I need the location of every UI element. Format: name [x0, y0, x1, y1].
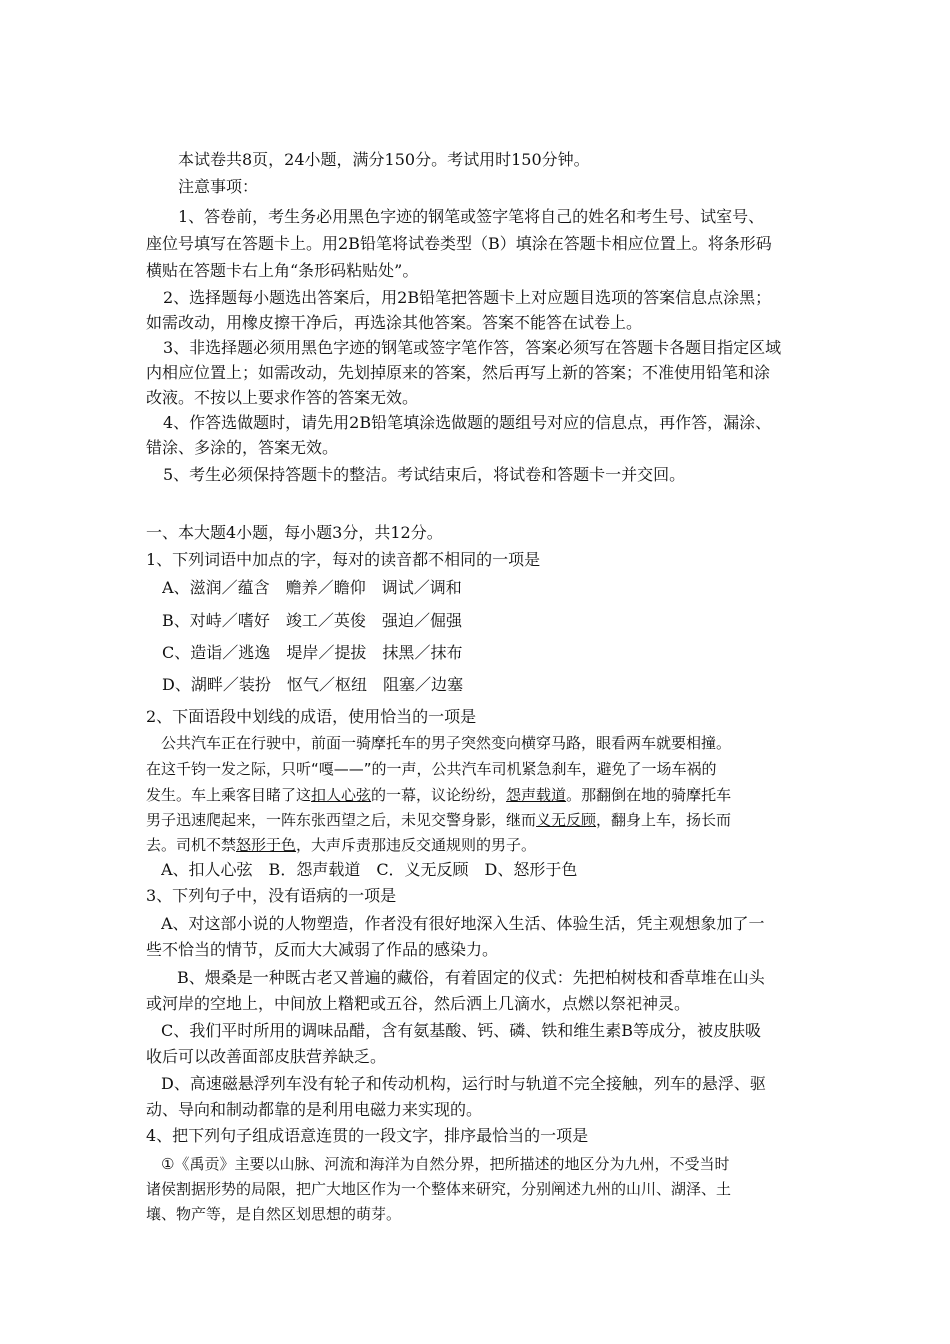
notice-item-3-cont: 内相应位置上；如需改动，先划掉原来的答案，然后再写上新的答案；不准使用铅笔和涂 — [146, 363, 771, 382]
option-label: C、 — [162, 643, 191, 662]
notice-item-1: 1、答卷前，考生务必用黑色字迹的钢笔或签字笔将自己的姓名和考生号、试室号、 — [178, 207, 765, 226]
question-4-stem: 4、把下列句子组成语意连贯的一段文字，排序最恰当的一项是 — [146, 1126, 589, 1145]
question-2-options: A、扣人心弦 B．怨声载道 C．义无反顾 D、怒形于色 — [161, 860, 578, 879]
question-3-option-d: D、高速磁悬浮列车没有轮子和传动机构，运行时与轨道不完全接触，列车的悬浮、驱 — [161, 1074, 766, 1093]
sentence-1-cont: 诸侯割据形势的局限，把广大地区作为一个整体来研究，分别阐述九州的山川、湖泽、土 — [146, 1180, 732, 1198]
dotted-char: 强 — [446, 609, 462, 633]
underlined-idiom: 义无反顾 — [536, 811, 597, 829]
intro-line: 本试卷共8页，24小题，满分150分。考试用时150分钟。 — [178, 150, 590, 169]
question-3-option-a-cont: 些不恰当的情节，反而大大减弱了作品的感染力。 — [146, 940, 499, 959]
notice-item-1-cont: 座位号填写在答题卡上。用2B铅笔将试卷类型（B）填涂在答题卡相应位置上。将条形码 — [146, 234, 772, 253]
notice-heading: 注意事项： — [178, 177, 259, 196]
dotted-char: 峙 — [206, 609, 222, 633]
dotted-char: 蕴 — [238, 576, 254, 600]
notice-item-3-cont: 改液。不按以上要求作答的答案无效。 — [146, 388, 419, 407]
question-2-stem: 2、下面语段中划线的成语，使用恰当的一项是 — [146, 707, 477, 726]
dotted-char: 瞻 — [334, 576, 350, 600]
dotted-char: 怄 — [287, 673, 303, 697]
sentence-1-cont: 壤、物产等，是自然区划思想的萌芽。 — [146, 1205, 402, 1223]
passage-line: 去。司机不禁怒形于色，大声斥责那违反交通规则的男子。 — [146, 836, 537, 854]
dotted-char: 堤 — [286, 641, 302, 665]
dotted-char: 逸 — [254, 641, 270, 665]
notice-item-4: 4、作答选做题时，请先用2B铅笔填涂选做题的题组号对应的信息点，再作答，漏涂、 — [163, 413, 772, 432]
notice-item-2: 2、选择题每小题选出答案后，用2B铅笔把答题卡上对应题目选项的答案信息点涂黑； — [163, 288, 772, 307]
underlined-idiom: 扣人心弦 — [311, 786, 372, 804]
question-1-option-d: D、湖畔／装扮 怄气／枢纽 阻塞／边塞 — [162, 673, 832, 697]
dotted-char: 润 — [206, 576, 222, 600]
passage-line: 在这千钧一发之际，只听“嘎——”的一声，公共汽车司机紧急刹车，避免了一场车祸的 — [146, 760, 717, 778]
notice-item-3: 3、非选择题必须用黑色字迹的钢笔或签字笔作答，答案必须写在答题卡各题目指定区域 — [163, 338, 782, 357]
notice-item-2-cont: 如需改动，用橡皮擦干净后，再选涂其他答案。答案不能答在试卷上。 — [146, 313, 643, 332]
question-1-option-a: A、滋润／蕴含 赡养／瞻仰 调试／调和 — [162, 576, 832, 600]
dotted-char: 诣 — [206, 641, 222, 665]
question-3-option-d-cont: 动、导向和制动都靠的是利用电磁力来实现的。 — [146, 1100, 483, 1119]
dotted-char: 抹 — [430, 641, 446, 665]
question-3-option-a: A、对这部小说的人物塑造，作者没有很好地深入生活、体验生活，凭主观想象加了一 — [161, 914, 765, 933]
underlined-idiom: 怒形于色 — [236, 836, 297, 854]
question-3-option-c: C、我们平时所用的调味品醋，含有氨基酸、钙、磷、铁和维生素B等成分，被皮肤吸 — [161, 1021, 762, 1040]
dotted-char: 抹 — [382, 641, 398, 665]
dotted-char: 试 — [398, 576, 414, 600]
dotted-char: 赡 — [286, 576, 302, 600]
underlined-idiom: 怨声载道 — [506, 786, 567, 804]
dotted-char: 塞 — [447, 673, 463, 697]
question-3-option-b-cont: 或河岸的空地上，中间放上糌粑或五谷，然后洒上几滴水，点燃以祭祀神灵。 — [146, 994, 691, 1013]
notice-item-1-cont: 横贴在答题卡右上角“条形码粘贴处”。 — [146, 261, 419, 280]
question-3-option-c-cont: 收后可以改善面部皮肤营养缺乏。 — [146, 1047, 387, 1066]
dotted-char: 畔 — [207, 673, 223, 697]
question-1-option-b: B、对峙／嗜好 竣工／英俊 强迫／倔强 — [162, 609, 832, 633]
question-1-stem: 1、下列词语中加点的字，每对的读音都不相同的一项是 — [146, 550, 541, 569]
question-3-option-b: B、煨桑是一种既古老又普遍的藏俗，有着固定的仪式：先把柏树枝和香草堆在山头 — [177, 968, 765, 987]
passage-line: 男子迅速爬起来，一阵东张西望之后，未见交警身影，继而义无反顾，翻身上车，扬长而 — [146, 811, 732, 829]
dotted-char: 塞 — [399, 673, 415, 697]
option-label: D、 — [162, 675, 191, 694]
dotted-char: 枢 — [335, 673, 351, 697]
section-heading: 一、本大题4小题，每小题3分，共12分。 — [146, 523, 443, 542]
question-1-option-c: C、造诣／逃逸 堤岸／提拔 抹黑／抹布 — [162, 641, 832, 665]
passage-line: 发生。车上乘客目睹了这扣人心弦的一幕，议论纷纷，怨声载道。那翻倒在地的骑摩托车 — [146, 786, 732, 804]
dotted-char: 强 — [382, 609, 398, 633]
dotted-char: 俊 — [350, 609, 366, 633]
dotted-char: 和 — [446, 576, 462, 600]
dotted-char: 竣 — [286, 609, 302, 633]
passage-line: 公共汽车正在行驶中，前面一骑摩托车的男子突然变向横穿马路，眼看两车就要相撞。 — [161, 734, 732, 752]
option-label: B、 — [162, 611, 190, 630]
dotted-char: 提 — [334, 641, 350, 665]
question-3-stem: 3、下列句子中，没有语病的一项是 — [146, 886, 397, 905]
dotted-char: 嗜 — [238, 609, 254, 633]
dotted-char: 扮 — [255, 673, 271, 697]
notice-item-5: 5、考生必须保持答题卡的整洁。考试结束后，将试卷和答题卡一并交回。 — [163, 465, 686, 484]
option-label: A、 — [162, 578, 190, 597]
sentence-1: ①《禹贡》主要以山脉、河流和海洋为自然分界，把所描述的地区分为九州，不受当时 — [161, 1155, 730, 1173]
notice-item-4-cont: 错涂、多涂的，答案无效。 — [146, 438, 339, 457]
